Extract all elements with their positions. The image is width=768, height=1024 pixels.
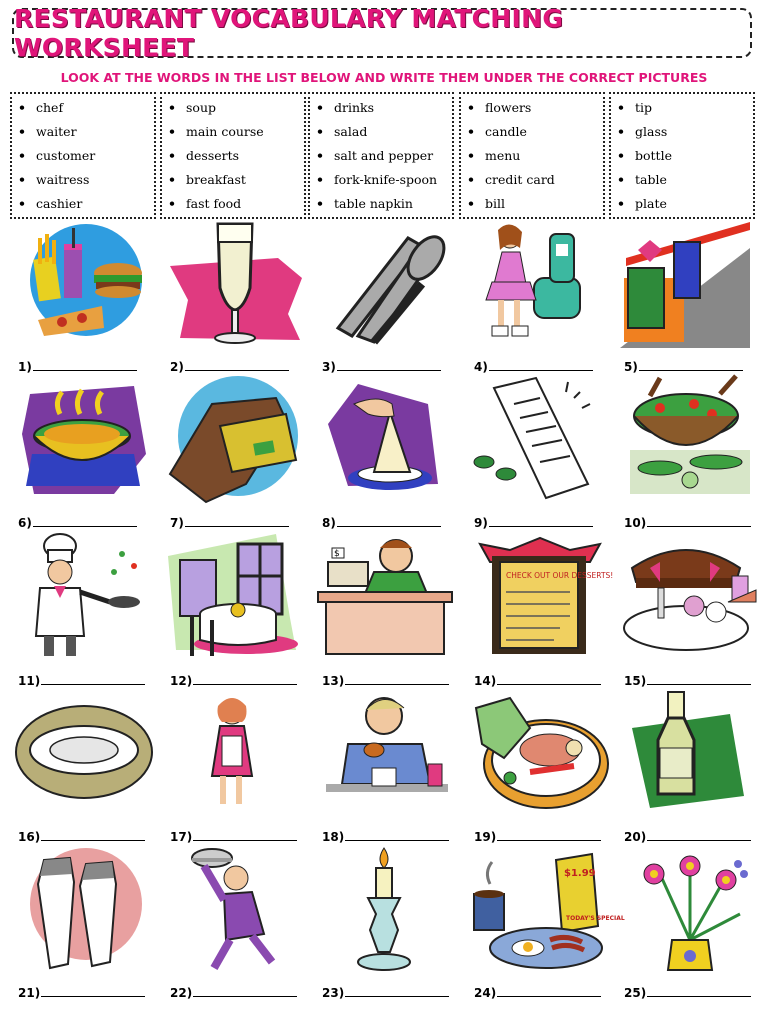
picture-cell-3: [318, 218, 466, 374]
champagne-glass-icon: [166, 218, 306, 348]
salt-pepper-icon: [14, 844, 154, 974]
word-item: • plate: [617, 192, 747, 216]
cutlery-icon: [318, 218, 458, 348]
waitress-skates-icon: [470, 218, 610, 348]
picture-cell-25: [620, 844, 768, 1000]
bottle-icon: [620, 688, 760, 818]
word-list-3: [308, 92, 454, 219]
table-icon: [166, 532, 306, 662]
answer-line-1[interactable]: 1): [18, 360, 137, 374]
word-item: • bottle: [617, 144, 747, 168]
picture-cell-10: [620, 374, 768, 530]
answer-line-17[interactable]: 17): [170, 830, 297, 844]
waitress-icon: [166, 688, 306, 818]
candle-icon: [318, 844, 458, 974]
word-list-2: [160, 92, 306, 219]
word-item: • waitress: [18, 168, 148, 192]
picture-cell-14: [470, 532, 618, 688]
word-item: • fast food: [168, 192, 298, 216]
main-course-icon: [470, 688, 610, 818]
word-item: • table napkin: [316, 192, 446, 216]
cashier-icon: [318, 532, 458, 662]
picture-cell-13: [318, 532, 466, 688]
word-item: • customer: [18, 144, 148, 168]
picture-cell-2: [166, 218, 314, 374]
picture-cell-23: [318, 844, 466, 1000]
picture-cell-4: [470, 218, 618, 374]
worksheet-title: RESTAURANT VOCABULARY MATCHING WORKSHEET: [14, 4, 564, 62]
picture-cell-21: [14, 844, 162, 1000]
word-item: • salt and pepper: [316, 144, 446, 168]
chef-icon: [14, 532, 154, 662]
answer-line-7[interactable]: 7): [170, 516, 289, 530]
svg-text:CHECK OUT OUR DESSERTS!: CHECK OUT OUR DESSERTS!: [506, 571, 614, 580]
picture-cell-5: [620, 218, 768, 374]
svg-text:TODAY'S SPECIAL: TODAY'S SPECIAL: [566, 915, 625, 922]
word-item: • chef: [18, 96, 148, 120]
picture-cell-8: [318, 374, 466, 530]
picture-cell-18: [318, 688, 466, 844]
credit-card-icon: [166, 374, 306, 504]
customer-icon: [318, 688, 458, 818]
picture-cell-15: [620, 532, 768, 688]
answer-line-3[interactable]: 3): [322, 360, 441, 374]
answer-line-2[interactable]: 2): [170, 360, 289, 374]
answer-line-22[interactable]: 22): [170, 986, 297, 1000]
word-list-1: [10, 92, 156, 219]
title-box: [12, 4, 752, 62]
word-item: • candle: [467, 120, 597, 144]
word-item: • table: [617, 168, 747, 192]
picture-cell-19: [470, 688, 618, 844]
picture-cell-12: [166, 532, 314, 688]
answer-line-5[interactable]: 5): [624, 360, 743, 374]
salad-icon: [620, 374, 760, 504]
word-item: • flowers: [467, 96, 597, 120]
fast-food-icon: [14, 218, 154, 348]
bill-icon: [470, 374, 610, 504]
word-item: • cashier: [18, 192, 148, 216]
answer-line-18[interactable]: 18): [322, 830, 449, 844]
flowers-icon: [620, 844, 760, 974]
plate-icon: [14, 688, 154, 818]
answer-line-4[interactable]: 4): [474, 360, 593, 374]
word-item: • menu: [467, 144, 597, 168]
drinks-icon: [620, 218, 760, 348]
word-item: • tip: [617, 96, 747, 120]
answer-line-12[interactable]: 12): [170, 674, 297, 688]
soup-bowl-icon: [14, 374, 154, 504]
picture-cell-17: [166, 688, 314, 844]
word-item: • credit card: [467, 168, 597, 192]
word-item: • drinks: [316, 96, 446, 120]
svg-text:$1.99: $1.99: [564, 868, 596, 879]
answer-line-15[interactable]: 15): [624, 674, 751, 688]
answer-line-8[interactable]: 8): [322, 516, 441, 530]
picture-cell-1: [14, 218, 162, 374]
picture-cell-9: [470, 374, 618, 530]
word-item: • salad: [316, 120, 446, 144]
answer-line-24[interactable]: 24): [474, 986, 601, 1000]
desserts-icon: [620, 532, 760, 662]
instructions: LOOK AT THE WORDS IN THE LIST BELOW AND WRITE THEM UNDER THE CORRECT PICTURES: [60, 70, 708, 85]
answer-line-10[interactable]: 10): [624, 516, 751, 530]
dessert-menu-icon: [470, 532, 614, 662]
word-item: • glass: [617, 120, 747, 144]
answer-line-16[interactable]: 16): [18, 830, 145, 844]
picture-cell-7: [166, 374, 314, 530]
breakfast-icon: [470, 844, 625, 974]
answer-line-13[interactable]: 13): [322, 674, 449, 688]
picture-cell-16: [14, 688, 162, 844]
answer-line-11[interactable]: 11): [18, 674, 145, 688]
word-item: • desserts: [168, 144, 298, 168]
answer-line-19[interactable]: 19): [474, 830, 601, 844]
napkin-icon: [318, 374, 458, 504]
picture-cell-22: [166, 844, 314, 1000]
waiter-icon: [166, 844, 306, 974]
word-item: • bill: [467, 192, 597, 216]
word-item: • waiter: [18, 120, 148, 144]
picture-cell-24: [470, 844, 625, 1000]
svg-text:$: $: [334, 549, 340, 559]
answer-line-6[interactable]: 6): [18, 516, 137, 530]
picture-cell-20: [620, 688, 768, 844]
word-item: • main course: [168, 120, 298, 144]
word-list-5: [609, 92, 755, 219]
word-item: • soup: [168, 96, 298, 120]
word-list-4: [459, 92, 605, 219]
picture-cell-6: [14, 374, 162, 530]
answer-line-20[interactable]: 20): [624, 830, 751, 844]
picture-cell-11: [14, 532, 162, 688]
answer-line-21[interactable]: 21): [18, 986, 145, 1000]
answer-line-25[interactable]: 25): [624, 986, 751, 1000]
answer-line-9[interactable]: 9): [474, 516, 593, 530]
word-item: • breakfast: [168, 168, 298, 192]
answer-line-14[interactable]: 14): [474, 674, 601, 688]
word-item: • fork-knife-spoon: [316, 168, 446, 192]
answer-line-23[interactable]: 23): [322, 986, 449, 1000]
